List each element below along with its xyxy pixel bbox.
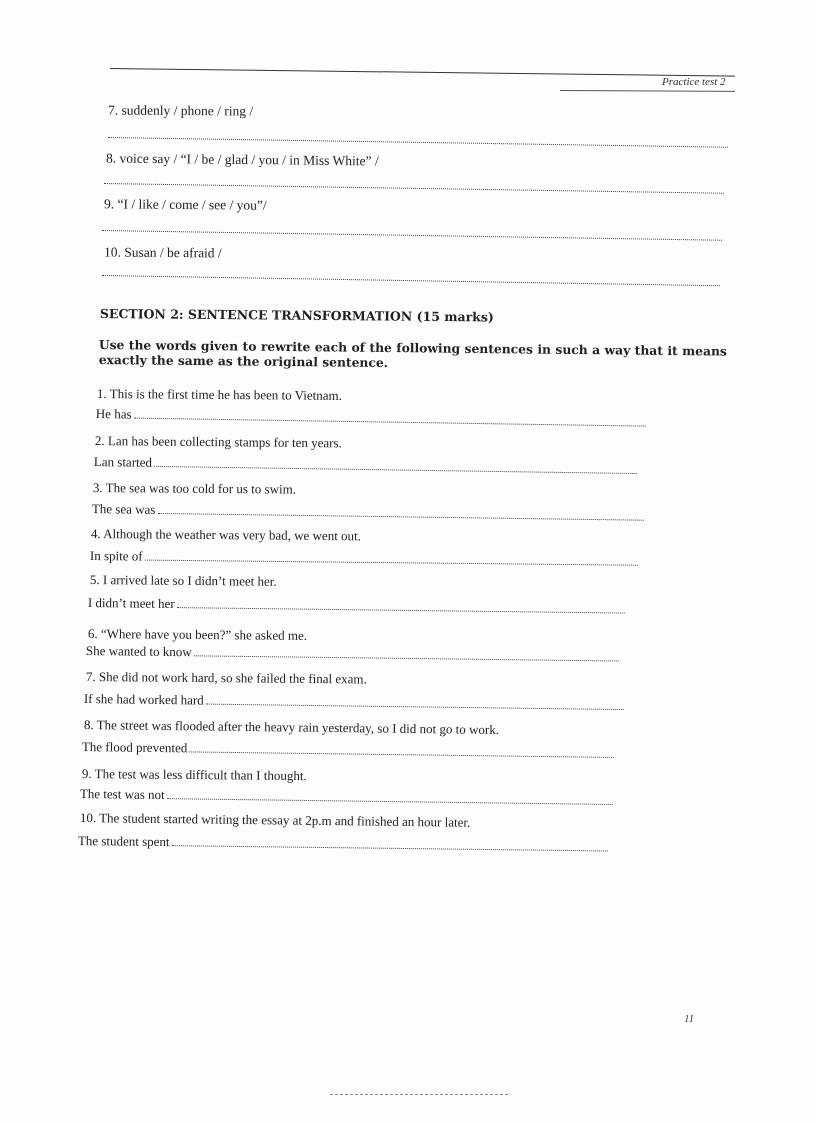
s2-item-4-sentence: 4. Although the weather was very bad, we went out. — [90, 525, 362, 544]
s2-item-10-answer[interactable] — [78, 832, 608, 855]
s2-item-1-sentence: 1. This is the first time he has been to Vietnam. — [96, 385, 342, 403]
section-2-instructions: Use the words given to rewrite each of the following sentences in such a way that it means exactly the same as the original sentence. — [98, 337, 727, 371]
s2-item-10-start: The student spent — [77, 832, 170, 850]
s2-item-4-blank[interactable] — [145, 551, 638, 566]
s2-item-3-start: The sea was — [91, 500, 156, 517]
s2-item-8-start: The flood prevented — [81, 738, 188, 756]
s2-item-10-blank[interactable] — [172, 836, 608, 851]
s1-item-7-answer-line[interactable] — [108, 137, 728, 148]
s2-item-10-sentence: 10. The student started writing the essay at 2p.m and finished an hour later. — [79, 809, 471, 830]
s2-item-3-sentence: 3. The sea was too cold for us to swim. — [92, 479, 297, 497]
s2-item-2-sentence: 2. Lan has been collecting stamps for ten years. — [94, 432, 342, 451]
s1-item-7-prompt: 7. suddenly / phone / ring / — [107, 102, 254, 119]
footer-dashes — [330, 1094, 508, 1095]
s2-item-6-blank[interactable] — [194, 646, 619, 661]
s1-item-8-answer-line[interactable] — [104, 183, 724, 194]
s2-item-8-sentence: 8. The street was flooded after the heavy rain yesterday, so I did not go to work. — [83, 716, 500, 738]
s1-item-9-answer-line[interactable] — [102, 230, 722, 241]
s1-item-9-prompt: 9. “I / like / come / see / you”/ — [103, 196, 267, 213]
s2-item-4-start: In spite of — [89, 547, 143, 564]
page-number: 11 — [684, 1013, 695, 1025]
s2-item-2-start: Lan started — [93, 453, 153, 470]
s2-item-7-start: If she had worked hard — [83, 690, 204, 708]
s2-item-5-answer[interactable] — [88, 594, 625, 618]
s2-item-7-blank[interactable] — [206, 695, 624, 710]
s2-item-1-start: He has — [95, 405, 132, 422]
s2-item-3-blank[interactable] — [157, 504, 643, 521]
s2-item-1-blank[interactable] — [134, 409, 646, 427]
s2-item-9-answer[interactable] — [80, 785, 613, 809]
s2-item-3-answer[interactable] — [92, 500, 644, 525]
s2-item-6-start: She wanted to know — [85, 642, 192, 660]
s2-item-9-blank[interactable] — [167, 789, 613, 805]
s2-item-4-answer[interactable] — [90, 547, 638, 570]
header-rule — [110, 68, 735, 77]
s2-item-5-sentence: 5. I arrived late so I didn’t meet her. — [89, 571, 277, 589]
header-rule-secondary — [560, 90, 735, 92]
s2-item-8-blank[interactable] — [189, 742, 614, 758]
section-2-title: SECTION 2: SENTENCE TRANSFORMATION (15 marks) — [99, 306, 494, 325]
s2-item-9-start: The test was not — [79, 785, 165, 803]
s2-item-6-answer[interactable] — [86, 642, 619, 666]
s2-item-2-answer[interactable] — [94, 453, 637, 478]
s1-item-8-prompt: 8. voice say / “I / be / glad / you / in Miss White” / — [105, 150, 379, 169]
running-head: Practice test 2 — [662, 76, 726, 88]
s2-item-8-answer[interactable] — [82, 738, 615, 762]
s2-item-5-blank[interactable] — [177, 598, 625, 613]
s1-item-10-prompt: 10. Susan / be afraid / — [103, 244, 222, 261]
s1-item-10-answer-line[interactable] — [102, 275, 720, 286]
s2-item-1-answer[interactable] — [96, 405, 646, 431]
s2-item-7-answer[interactable] — [84, 690, 624, 714]
s2-item-7-sentence: 7. She did not work hard, so she failed the final exam. — [85, 668, 367, 687]
s2-item-9-sentence: 9. The test was less difficult than I thought. — [81, 765, 307, 784]
s2-item-5-start: I didn’t meet her — [87, 594, 175, 612]
s2-item-2-blank[interactable] — [154, 457, 637, 474]
s2-item-6-sentence: 6. “Where have you been?” she asked me. — [87, 625, 308, 643]
